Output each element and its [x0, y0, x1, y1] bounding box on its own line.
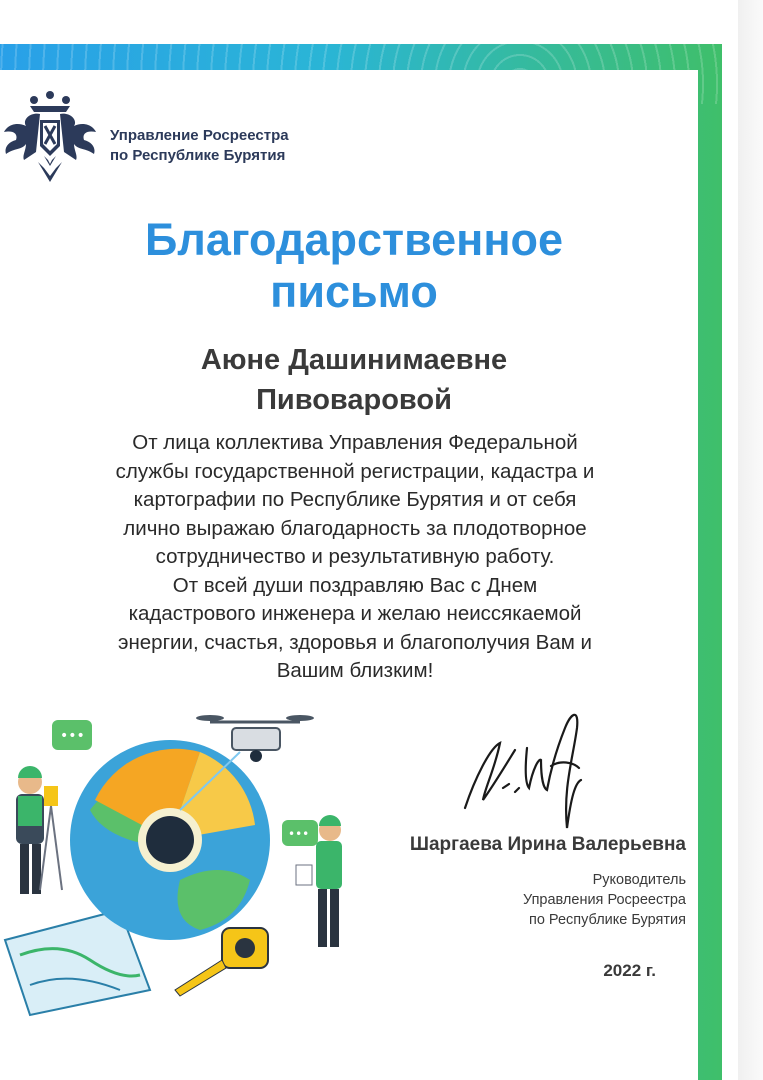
body-line: энергии, счастья, здоровья и благополучия Вам и	[117, 630, 592, 654]
body-line: службы государственной регистрации, кадастра и	[115, 459, 595, 483]
org-name-line: Управление Росреестра	[110, 127, 289, 144]
body-line: сотрудничество и результативную работу.	[155, 545, 555, 568]
body-line: лично выражаю благодарность за плодотворное	[123, 516, 587, 540]
surveyor-figure-icon	[16, 766, 62, 894]
recipient-line: Пивоваровой	[256, 384, 452, 416]
body-line: кадастрового инженера и желаю неиссякаемой	[128, 602, 582, 625]
handwritten-signature	[455, 688, 595, 838]
tape-measure-icon	[175, 928, 268, 996]
letter-title	[0, 214, 708, 318]
title-line: письмо	[270, 266, 438, 317]
body-line: От лица коллектива Управления Федеральной	[132, 431, 578, 454]
org-name-line: по Республике Бурятия	[110, 147, 286, 164]
body-line: картографии по Республике Бурятия и от себя	[133, 488, 577, 511]
svg-text:•••: •••	[60, 728, 85, 744]
letter-date: 2022 г.	[603, 961, 656, 980]
signer-name: Шаргаева Ирина Валерьевна	[409, 834, 686, 855]
title-line: Благодарственное	[144, 214, 564, 265]
recipient-line: Аюне Дашинимаевне	[200, 344, 508, 376]
body-line: Вашим близким!	[276, 659, 434, 682]
eagle-emblem-icon	[0, 86, 108, 186]
signer-position-line: Руководитель	[592, 872, 686, 888]
body-line: От всей души поздравляю Вас с Днем	[172, 573, 538, 597]
signer-position	[420, 870, 686, 930]
cadastral-illustration	[0, 690, 345, 1025]
svg-text:•••: •••	[288, 827, 310, 841]
globe-icon	[70, 740, 270, 940]
recipient-name	[0, 340, 708, 420]
scan-edge	[738, 0, 763, 1080]
letter-body	[40, 429, 670, 686]
signer-position-line: Управления Росреестра	[523, 892, 686, 908]
organization-name	[110, 126, 370, 166]
signer-position-line: по Республике Бурятия	[528, 912, 686, 928]
